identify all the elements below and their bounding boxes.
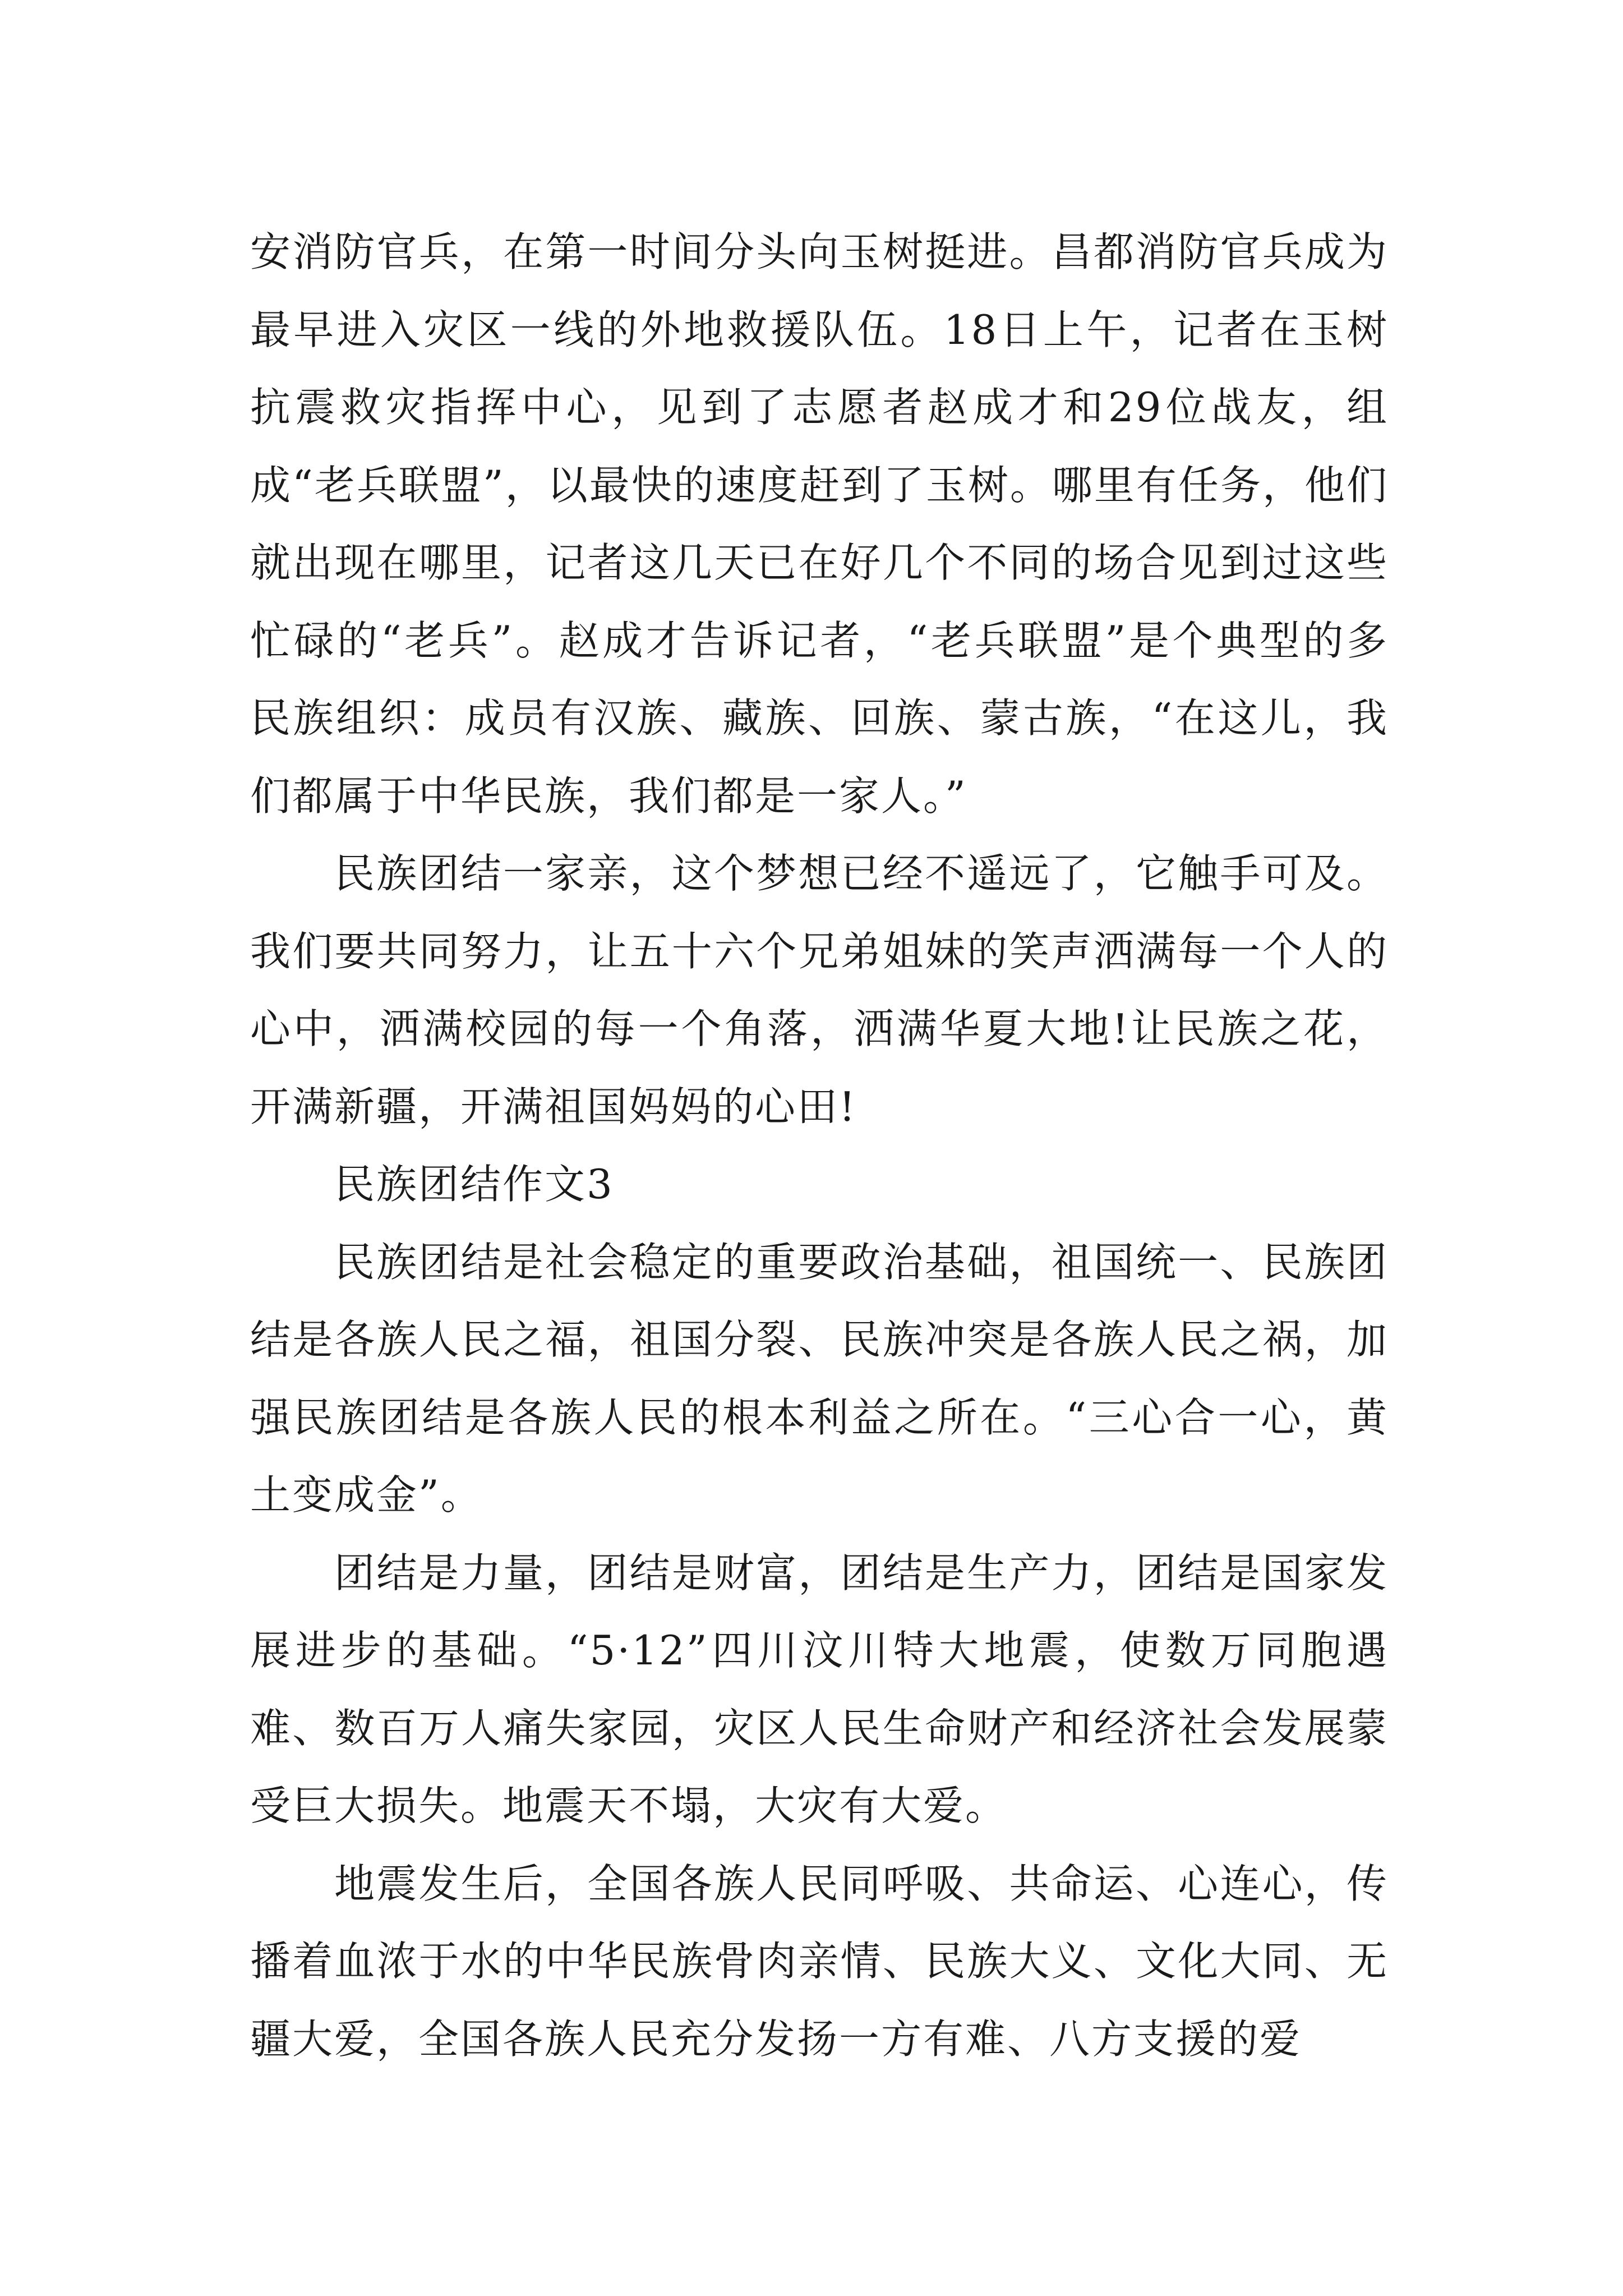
- document-body: [250, 213, 1389, 2078]
- paragraph-5: 地震发生后，全国各族人民同呼吸、共命运、心连心，传播着血浓于水的中华民族骨肉亲情、民族大义、文化大同、无疆大爱，全国各族人民充分发扬一方有难、八方支援的爱: [250, 1860, 1389, 2063]
- paragraph-1: 安消防官兵，在第一时间分头向玉树挺进。昌都消防官兵成为最早进入灾区一线的外地救援队伍。18日上午，记者在玉树抗震救灾指挥中心，见到了志愿者赵成才和29位战友，组成“老兵联盟”，以最快的速度赶到了玉树。哪里有任务，他们就出现在哪里，记者这几天已在好几个不同的场合见到过这些忙碌的“老兵”。赵成才告诉记者，“老兵联盟”是个典型的多民族组织：成员有汉族、藏族、回族、蒙古族，“在这儿，我们都属于中华民族，我们都是一家人。”: [250, 228, 1389, 820]
- section-heading: 民族团结作文3: [334, 1161, 614, 1208]
- paragraph-2: 民族团结一家亲，这个梦想已经不遥远了，它触手可及。我们要共同努力，让五十六个兄弟姐妹的笑声洒满每一个人的心中，洒满校园的每一个角落，洒满华夏大地!让民族之花，开满新疆，开满祖国妈妈的心田!: [250, 850, 1389, 1130]
- paragraph-4: 团结是力量，团结是财富，团结是生产力，团结是国家发展进步的基础。“5·12”四川汶川特大地震，使数万同胞遇难、数百万人痛失家园，灾区人民生命财产和经济社会发展蒙受巨大损失。地震天不塌，大灾有大爱。: [250, 1549, 1389, 1829]
- paragraph-3: 民族团结是社会稳定的重要政治基础，祖国统一、民族团结是各族人民之福，祖国分裂、民族冲突是各族人民之祸，加强民族团结是各族人民的根本利益之所在。“三心合一心，黄土变成金”。: [250, 1238, 1389, 1519]
